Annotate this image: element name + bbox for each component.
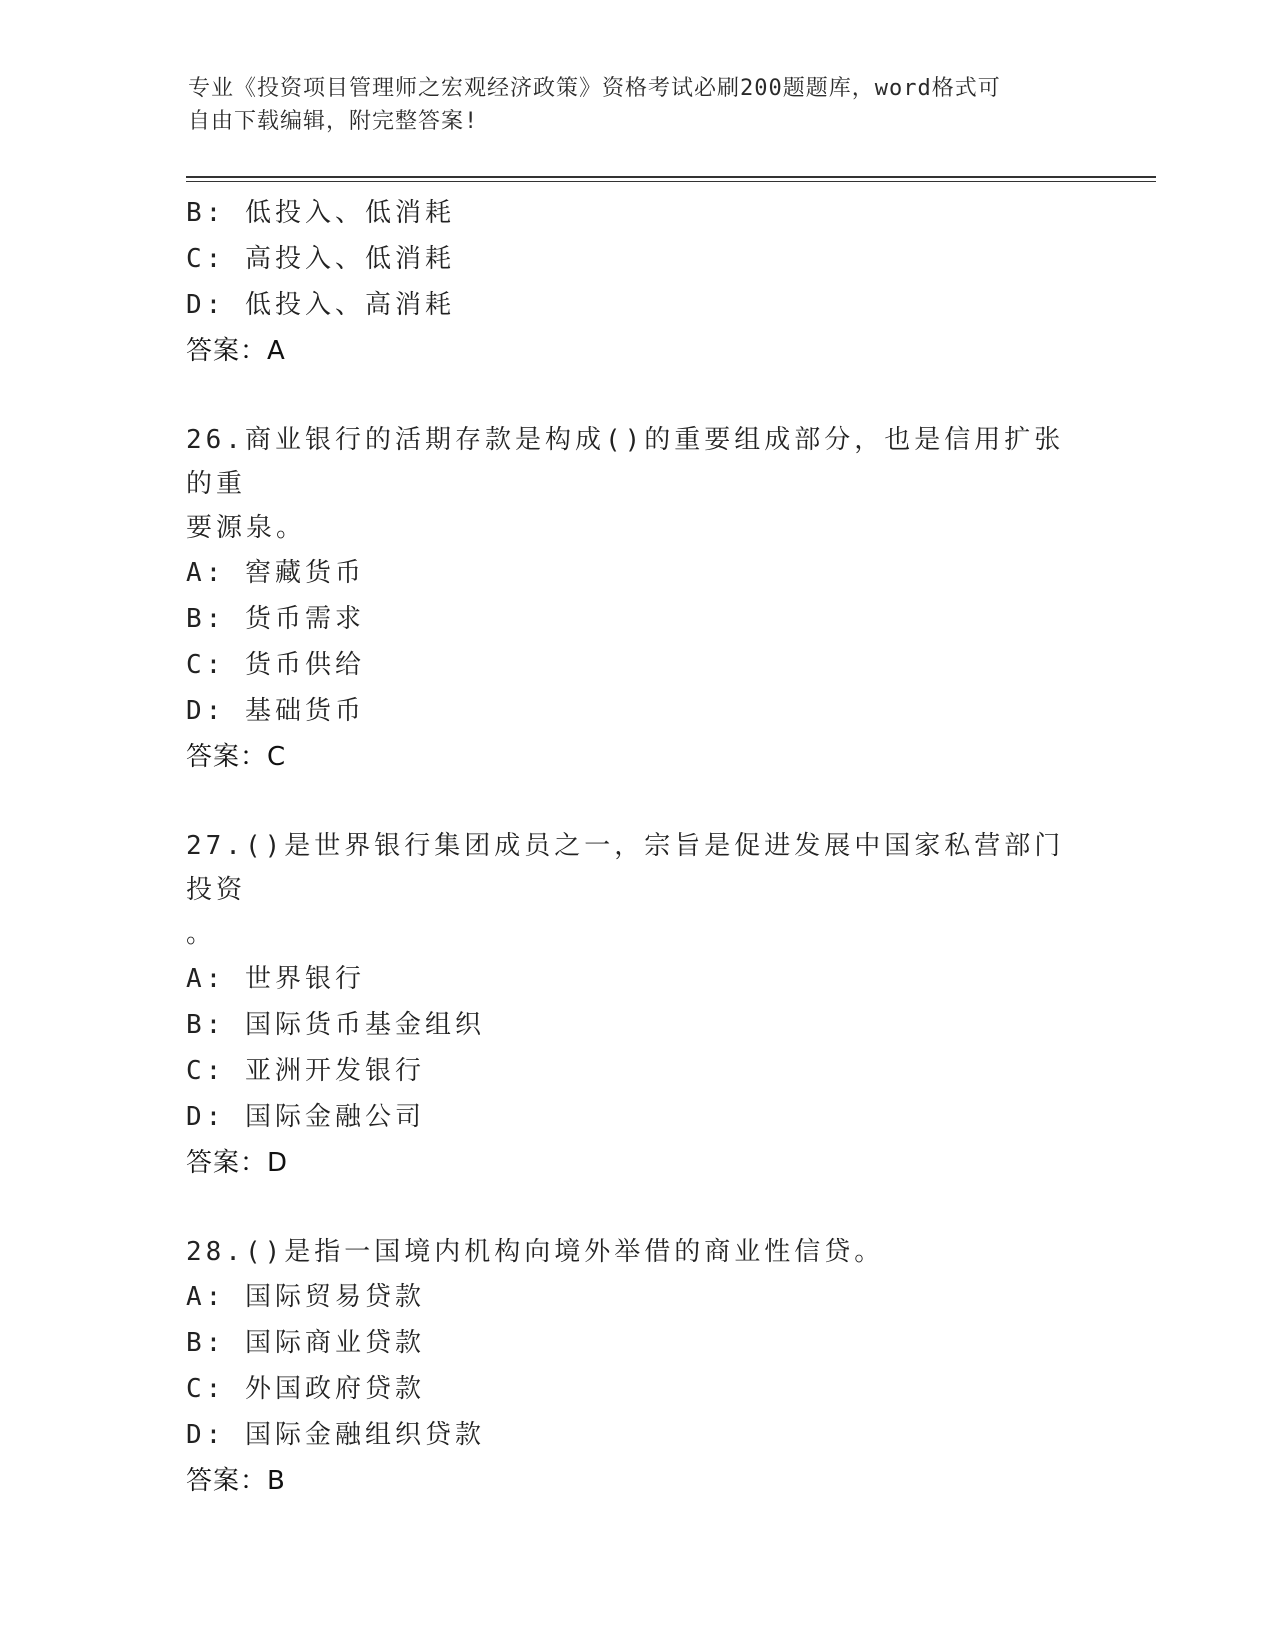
option-a: A: 国际贸易贷款 [186,1282,425,1312]
question-stem-line-1: 27.()是世界银行集团成员之一，宗旨是促进发展中国家私营部门投资 [186,831,1065,905]
option-c: C: 亚洲开发银行 [186,1056,425,1086]
spacer [186,1186,1086,1230]
option-d: D: 国际金融组织贷款 [186,1420,485,1450]
header-title-line-1: 专业《投资项目管理师之宏观经济政策》资格考试必刷200题题库，word格式可 [188,76,1001,101]
option-d: D: 基础货币 [186,696,365,726]
question-28 [186,1230,1086,1504]
header-title-line-2: 自由下载编辑，附完整答案! [188,109,479,134]
question-stem-line-2: 要源泉。 [186,513,307,543]
option-d: D: 低投入、高消耗 [186,290,455,320]
option-b: B: 国际货币基金组织 [186,1010,485,1040]
question-25 [186,190,1086,374]
question-27 [186,824,1086,1186]
header-divider-thick [186,176,1156,178]
question-26 [186,418,1086,780]
document-header [188,72,1068,138]
answer-line: 答案：C [186,742,287,772]
option-a: A: 窖藏货币 [186,558,365,588]
header-divider-thin [186,181,1156,182]
question-stem-line-2: 。 [186,919,217,949]
option-c: C: 外国政府贷款 [186,1374,425,1404]
option-b: B: 低投入、低消耗 [186,198,455,228]
answer-line: 答案：D [186,1148,289,1178]
spacer [186,374,1086,418]
option-c: C: 高投入、低消耗 [186,244,455,274]
spacer [186,780,1086,824]
option-b: B: 货币需求 [186,604,365,634]
option-a: A: 世界银行 [186,964,365,994]
option-c: C: 货币供给 [186,650,365,680]
question-stem-line-1: 28.()是指一国境内机构向境外举借的商业性信贷。 [186,1237,885,1267]
answer-line: 答案：A [186,336,286,366]
question-list [186,190,1086,1504]
question-stem-line-1: 26.商业银行的活期存款是构成()的重要组成部分，也是信用扩张的重 [186,425,1065,499]
option-b: B: 国际商业贷款 [186,1328,425,1358]
answer-line: 答案：B [186,1466,286,1496]
option-d: D: 国际金融公司 [186,1102,425,1132]
